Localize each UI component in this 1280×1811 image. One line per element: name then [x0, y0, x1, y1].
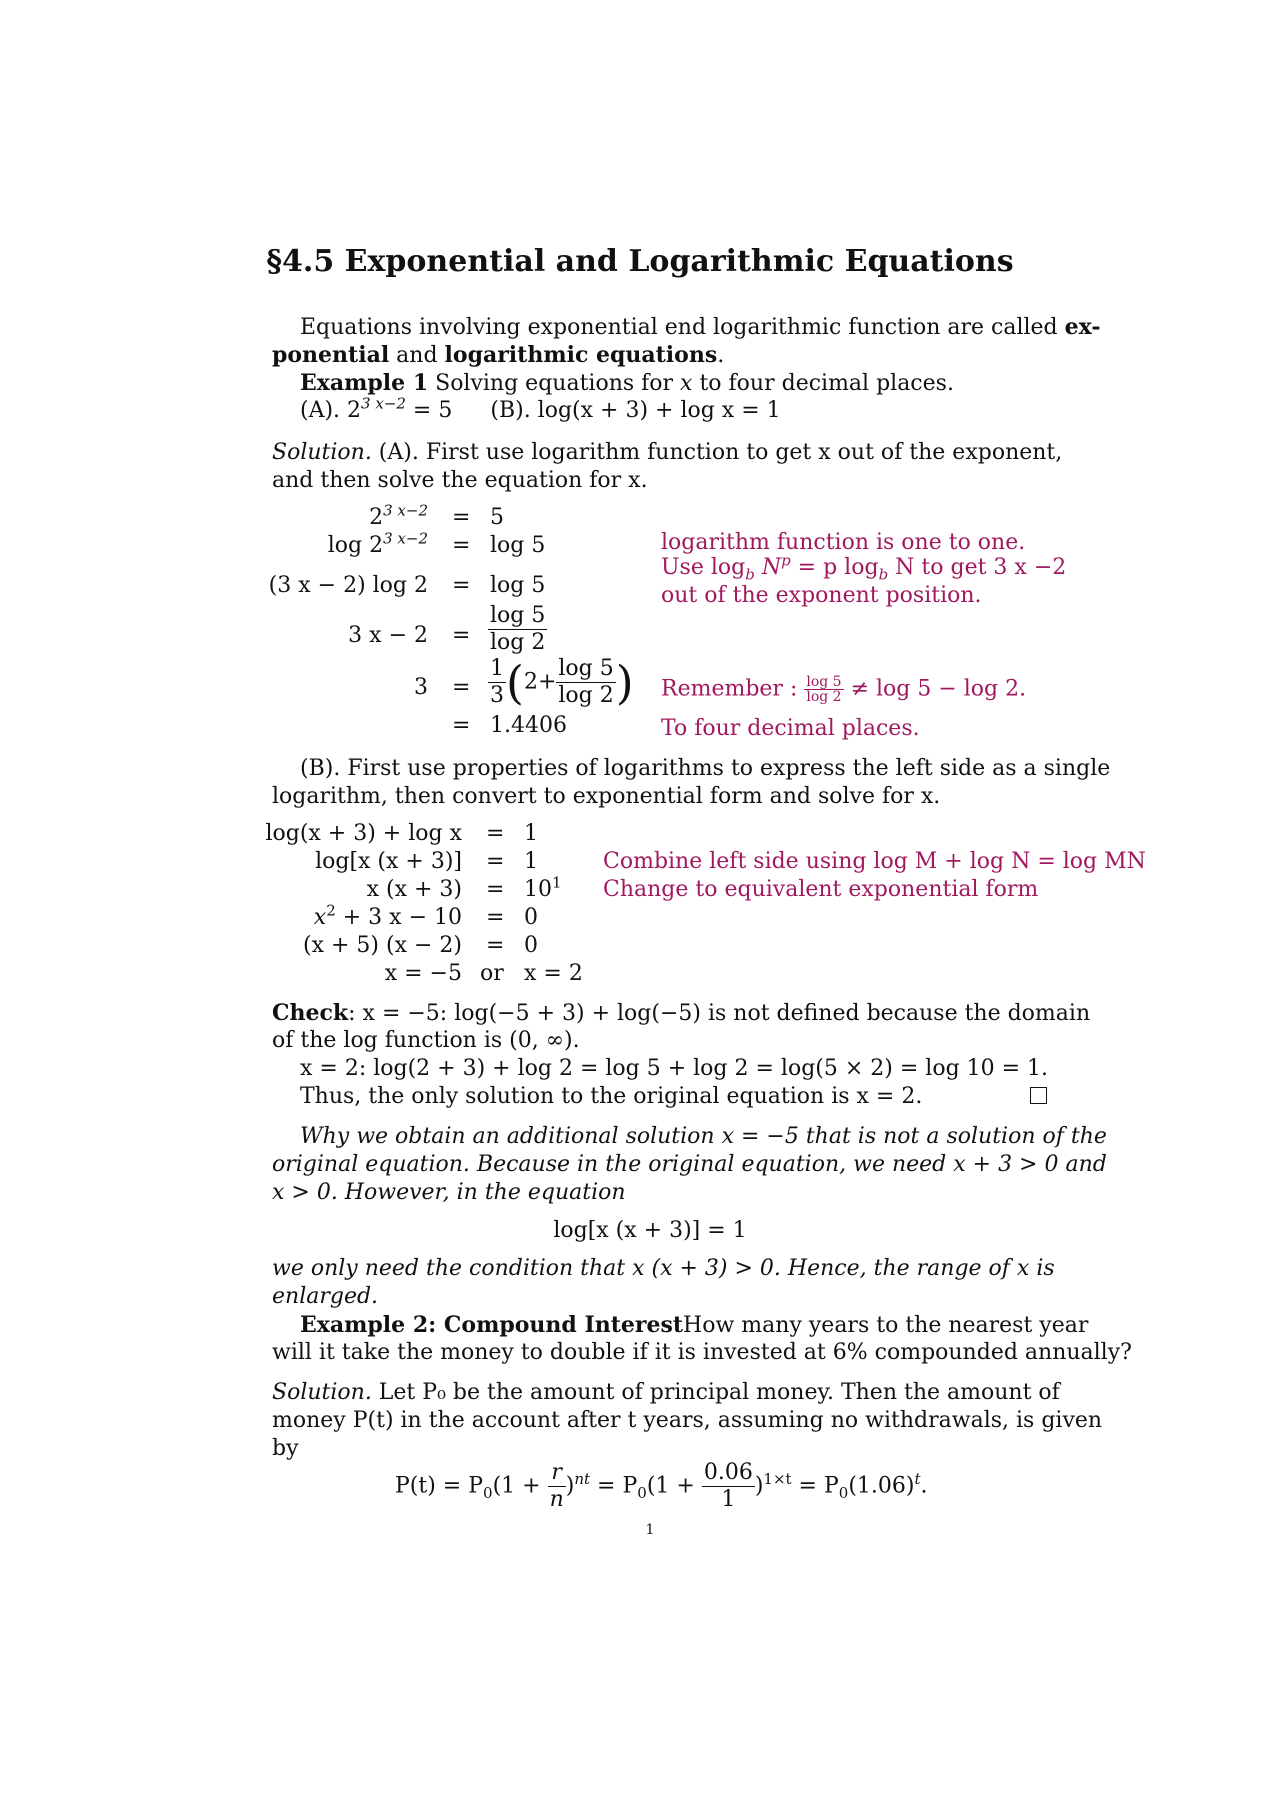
f-exp: nt	[574, 1470, 591, 1489]
numerator: 1	[490, 656, 504, 681]
solution2-line-3: by	[272, 1436, 299, 1461]
f-part: (1 +	[492, 1473, 548, 1499]
example1-var: x	[680, 371, 693, 396]
remark-line-5: enlarged.	[272, 1284, 379, 1309]
step-a1-rhs: 5	[490, 505, 504, 530]
note-text: ≠ log 5 − log 2.	[843, 676, 1027, 702]
page-number: 1	[645, 1522, 655, 1538]
step-a3-lhs: (3 x − 2) log 2	[268, 573, 428, 598]
intro-line-2	[272, 342, 724, 369]
denominator: log 2	[806, 689, 842, 705]
eq-sign: =	[486, 905, 505, 930]
f-part: P(t) = P	[395, 1473, 484, 1499]
step-b2-lhs: log[x (x + 3)]	[315, 849, 462, 874]
intro-and: and	[389, 343, 445, 368]
step-a1-lhs	[369, 501, 428, 531]
denominator: log 2	[558, 683, 614, 708]
numerator: log 5	[490, 603, 546, 628]
solution2-line-1	[272, 1380, 1060, 1406]
example2-line-2: will it take the money to double if it is invested at 6% compounded annually?	[272, 1340, 1132, 1365]
remark-line-4: we only need the condition that x (x + 3) > 0. Hence, the range of x is	[272, 1256, 1055, 1281]
eq-sign: =	[452, 713, 471, 738]
step-a4-lhs: 3 x − 2	[348, 623, 428, 648]
step-a4-rhs	[488, 603, 547, 656]
eq-sign: =	[452, 573, 471, 598]
f-part: (1 +	[646, 1473, 702, 1499]
solution-a-line-2: and then solve the equation for x.	[272, 468, 648, 493]
solution-b-line-2: logarithm, then convert to exponential form and solve for x.	[272, 784, 941, 809]
step-b5-lhs: (x + 5) (x − 2)	[303, 933, 462, 958]
eq-sign: =	[486, 933, 505, 958]
exponent: 1	[552, 873, 562, 892]
exponent: 3 x−2	[383, 529, 428, 548]
step-a5-lhs: 3	[414, 675, 428, 700]
remark-line-3: x > 0. However, in the equation	[272, 1180, 626, 1205]
subscript: b	[878, 565, 889, 584]
exponent: 2	[326, 901, 336, 920]
solution-a-line-1	[272, 440, 1062, 466]
step-a2-lhs	[327, 529, 428, 559]
step-b4-lhs	[313, 901, 462, 931]
example1-heading	[300, 370, 954, 397]
fraction	[488, 603, 547, 656]
step-b1-rhs: 1	[524, 821, 538, 846]
step-b4-rhs: 0	[524, 905, 538, 930]
step-a3-rhs: log 5	[490, 573, 546, 598]
remark-line-1: Why we obtain an additional solution x = −5 that is not a solution of the	[300, 1124, 1107, 1149]
qed-square-icon	[1030, 1087, 1047, 1104]
check-label: Check	[272, 1000, 349, 1026]
f-part: )	[565, 1473, 575, 1499]
step-b5-rhs: 0	[524, 933, 538, 958]
eq-sign: =	[486, 877, 505, 902]
f-part: (1.06)	[848, 1473, 915, 1499]
solution2-line-2: money P(t) in the account after t years, assuming no withdrawals, is given	[272, 1408, 1103, 1433]
rest: + 3 x − 10	[335, 905, 462, 930]
var: x	[313, 905, 327, 930]
section-title: §4.5 Exponential and Logarithmic Equations	[266, 244, 1014, 279]
step-b6-lhs: x = −5	[384, 961, 462, 986]
f-part: )	[754, 1473, 764, 1499]
solution-label: Solution.	[272, 1380, 372, 1405]
step-b3-lhs: x (x + 3)	[366, 877, 462, 902]
note-text: = p log	[790, 555, 879, 580]
step-a5-rhs	[488, 656, 634, 709]
or-word: or	[480, 961, 504, 986]
numerator: log 5	[806, 674, 842, 690]
intro-bold-1: ex-	[1064, 314, 1101, 340]
denominator: log 2	[490, 630, 546, 655]
eq-sign: =	[452, 505, 471, 530]
f-exp: 1×t	[763, 1470, 792, 1489]
solution-b-line-1: (B). First use properties of logarithms to express the left side as a single	[300, 756, 1111, 781]
example1-text: Solving equations for	[428, 371, 681, 396]
numerator: 0.06	[703, 1460, 753, 1485]
note-text: N to get 3 x −2	[888, 555, 1067, 580]
numerator: r	[551, 1460, 562, 1485]
display-equation: log[x (x + 3)] = 1	[553, 1218, 747, 1243]
eq-sign: =	[486, 849, 505, 874]
f-sub: 0	[838, 1483, 849, 1502]
note-one-to-one: logarithm function is one to one.	[661, 530, 1026, 555]
note-exponential-form: Change to equivalent exponential form	[603, 877, 1039, 902]
step-a6-rhs: 1.4406	[490, 713, 567, 738]
part-b: (B). log(x + 3) + log x = 1	[490, 398, 781, 423]
remark-line-2: original equation. Because in the original equation, we need x + 3 > 0 and	[272, 1152, 1107, 1177]
solution2-text: Let P₀ be the amount of principal money. Then the amount of	[371, 1380, 1060, 1405]
eq-sign: =	[452, 675, 471, 700]
intro-text: Equations involving exponential end logarithmic function are called	[300, 315, 1065, 340]
part-a-exponent: 3 x−2	[361, 394, 406, 413]
note-exponent-position: out of the exponent position.	[661, 583, 982, 608]
note-remember	[661, 675, 1026, 704]
rate-fraction	[702, 1460, 755, 1513]
intro-period: .	[717, 343, 725, 368]
step-b1-lhs: log(x + 3) + log x	[265, 821, 462, 846]
denominator: 3	[490, 683, 504, 708]
note-power-rule	[661, 551, 1067, 584]
f-exp: t	[914, 1470, 921, 1489]
check-line-2: of the log function is (0, ∞).	[272, 1028, 580, 1053]
step-a2-rhs: log 5	[490, 533, 546, 558]
r-over-n	[548, 1460, 566, 1513]
denominator: 1	[702, 1486, 755, 1513]
left-paren: (	[506, 655, 524, 710]
solution-a-text: (A). First use logarithm function to get x out of the exponent,	[371, 440, 1063, 465]
intro-line-1	[300, 314, 1100, 341]
check-line-3: x = 2: log(2 + 3) + log 2 = log 5 + log 2 = log(5 × 2) = log 10 = 1.	[300, 1056, 1049, 1081]
ten: 10	[524, 877, 552, 902]
note-var: N	[754, 555, 782, 580]
check-line-4: Thus, the only solution to the original equation is x = 2.	[300, 1084, 923, 1109]
example1-label: Example 1	[300, 370, 429, 396]
denominator: n	[549, 1487, 564, 1512]
exponent: 3 x−2	[383, 501, 428, 520]
check-line-1	[272, 1000, 1090, 1027]
right-paren: )	[615, 655, 634, 710]
numerator: log 5	[558, 656, 614, 681]
note-four-decimals: To four decimal places.	[661, 716, 920, 741]
step-b3-rhs	[524, 873, 562, 903]
step-b6-rhs: x = 2	[524, 961, 583, 986]
eq-sign: =	[486, 821, 505, 846]
compound-interest-formula	[395, 1460, 928, 1513]
f-part: = P	[791, 1473, 839, 1499]
example1-parts	[300, 394, 781, 424]
step-b2-rhs: 1	[524, 849, 538, 874]
note-text: Use log	[661, 555, 746, 580]
part-a-rest: = 5	[405, 398, 453, 423]
example2-heading	[300, 1312, 1088, 1339]
one-third	[488, 656, 506, 709]
eq-sign: =	[452, 623, 471, 648]
f-sub: 0	[483, 1483, 493, 1502]
f-sub: 0	[637, 1483, 647, 1502]
eq-sign: =	[452, 533, 471, 558]
part-a: (A). 2	[300, 398, 362, 423]
log-base: log 2	[327, 533, 384, 558]
example2-label: Example 2: Compound Interest	[300, 1312, 684, 1338]
note-combine: Combine left side using log M + log N = log MN	[603, 849, 1146, 874]
two-plus: 2+	[523, 669, 557, 695]
subscript: b	[745, 565, 755, 584]
note-text: Remember :	[661, 676, 805, 702]
intro-bold-3: logarithmic equations	[444, 342, 718, 368]
intro-bold-2: ponential	[272, 342, 390, 368]
small-fraction	[804, 675, 843, 704]
check-text: : x = −5: log(−5 + 3) + log(−5) is not defined because the domain	[348, 1001, 1091, 1026]
solution-label: Solution.	[272, 440, 372, 465]
f-part: = P	[590, 1473, 638, 1499]
base: 2	[369, 505, 384, 530]
fraction	[556, 656, 615, 709]
f-part: .	[920, 1473, 928, 1499]
example1-text2: to four decimal places.	[692, 371, 954, 396]
superscript: p	[781, 551, 791, 570]
example2-text: How many years to the nearest year	[683, 1313, 1089, 1338]
